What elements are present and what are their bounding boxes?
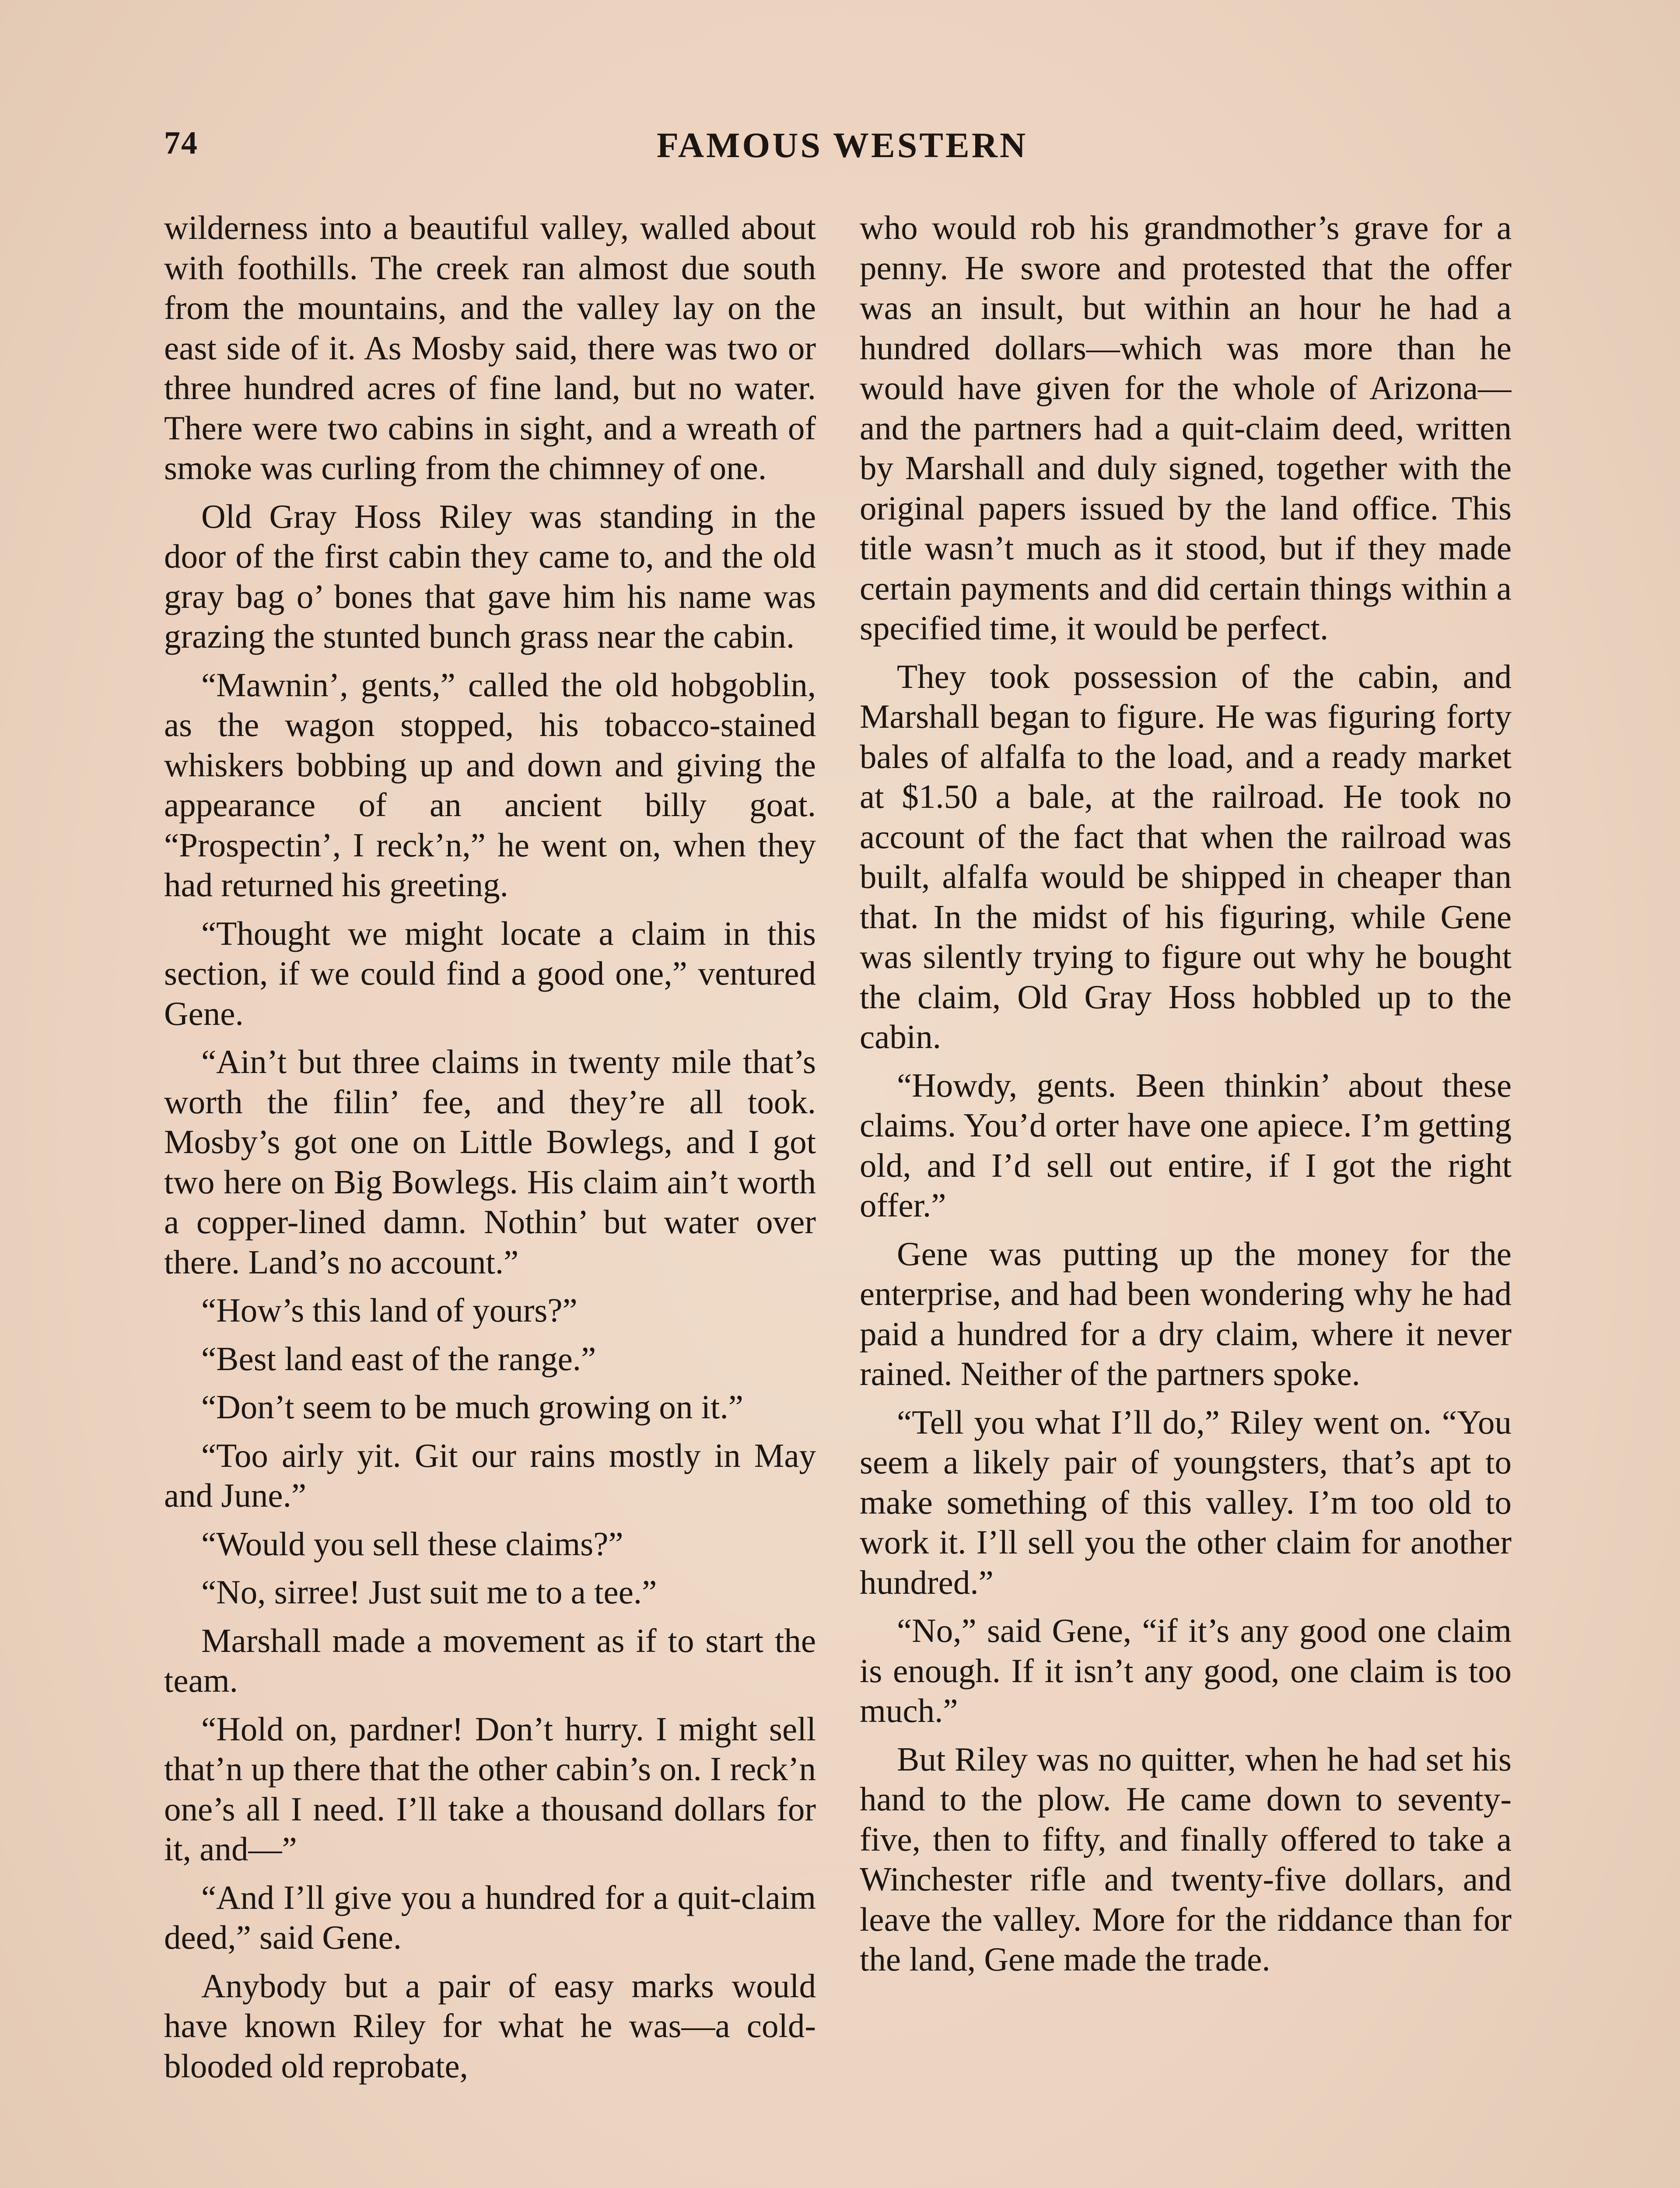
paragraph: Marshall made a movement as if to start the team. [164,1621,816,1699]
paragraph: “Tell you what I’ll do,” Riley went on. “You seem a likely pair of youngsters, that’s apt to make something of this valley. I’m too old to work it. I’ll sell you the other claim for another hundred.” [860,1403,1512,1601]
paragraph: who would rob his grandmother’s grave for a penny. He swore and protested that the offer was an insult, but within an hour he had a hundred dollars—which was more than he would have given for the whole of Arizona—and the partners had a quit-claim deed, written by Marshall and duly signed, together with the original papers issued by the land office. This title wasn’t much as it stood, but if they made certain payments and did certain things within a specified time, it would be perfect. [860,209,1512,647]
paragraph: They took possession of the cabin, and Marshall began to figure. He was figuring forty bales of alfalfa to the load, and a ready market at $1.50 a bale, at the railroad. He took no account of the fact that when the railroad was built, alfalfa would be shipped in cheaper than that. In the midst of his figuring, while Gene was silently trying to figure out why he bought the claim, Old Gray Hoss hobbled up to the cabin. [860,657,1512,1055]
page-number: 74 [164,125,198,161]
left-text-column [164,208,816,2188]
paragraph: “No, sirree! Just suit me to a tee.” [201,1573,657,1611]
paragraph: wilderness into a beautiful valley, walled about with foothills. The creek ran almost due south from the mountains, and the valley lay on the east side of it. As Mosby said, there was two or three hundred acres of fine land, but no water. There were two cabins in sight, and a wreath of smoke was curling from the chimney of one. [164,209,816,487]
running-head: FAMOUS WESTERN [656,125,1028,165]
paragraph: “Mawnin’, gents,” called the old hobgoblin, as the wagon stopped, his tobacco-stained whiskers bobbing up and down and giving the appearance of an ancient billy goat. “Prospectin’, I reck’n,” he went on, when they had returned his greeting. [164,666,816,904]
paragraph: Anybody but a pair of easy marks would have known Riley for what he was—a cold-blooded old reprobate, [164,1967,816,2085]
paragraph: But Riley was no quitter, when he had set his hand to the plow. He came down to seventy-five, then to fifty, and finally offered to take a Winchester rifle and twenty-five dollars, and leave the valley. More for the riddance than for the land, Gene made the trade. [860,1740,1512,1978]
paragraph: “Best land east of the range.” [201,1339,596,1378]
paragraph: “And I’ll give you a hundred for a quit-claim deed,” said Gene. [164,1878,816,1956]
paragraph: “Howdy, gents. Been thinkin’ about these claims. You’d orter have one apiece. I’m getting old, and I’d sell out entire, if I got the right offer.” [860,1066,1512,1224]
paragraph: “Thought we might locate a claim in this section, if we could find a good one,” ventured Gene. [164,914,816,1032]
right-text-column [860,208,1512,2188]
paragraph: “Too airly yit. Git our rains mostly in May and June.” [164,1436,816,1514]
page-header [164,125,1520,182]
paragraph: “How’s this land of yours?” [201,1291,578,1329]
paragraph: “Hold on, pardner! Don’t hurry. I might sell that’n up there that the other cabin’s on. I reck’n one’s all I need. I’ll take a thousand dollars for it, and—” [164,1710,816,1868]
paragraph: “Would you sell these claims?” [201,1525,623,1563]
paragraph: Old Gray Hoss Riley was standing in the door of the first cabin they came to, and the old gray bag o’ bones that gave him his name was grazing the stunted bunch grass near the cabin. [164,497,816,655]
paragraph: “No,” said Gene, “if it’s any good one claim is enough. If it isn’t any good, one claim is too much.” [860,1612,1512,1729]
paragraph: “Ain’t but three claims in twenty mile that’s worth the filin’ fee, and they’re all took. Mosby’s got one on Little Bowlegs, and I got two here on Big Bowlegs. His claim ain’t worth a copper-lined damn. Nothin’ but water over there. Land’s no account.” [164,1043,816,1281]
paragraph: Gene was putting up the money for the enterprise, and had been wondering why he had paid a hundred for a dry claim, where it never rained. Neither of the partners spoke. [860,1234,1512,1392]
paragraph: “Don’t seem to be much growing on it.” [201,1388,743,1426]
